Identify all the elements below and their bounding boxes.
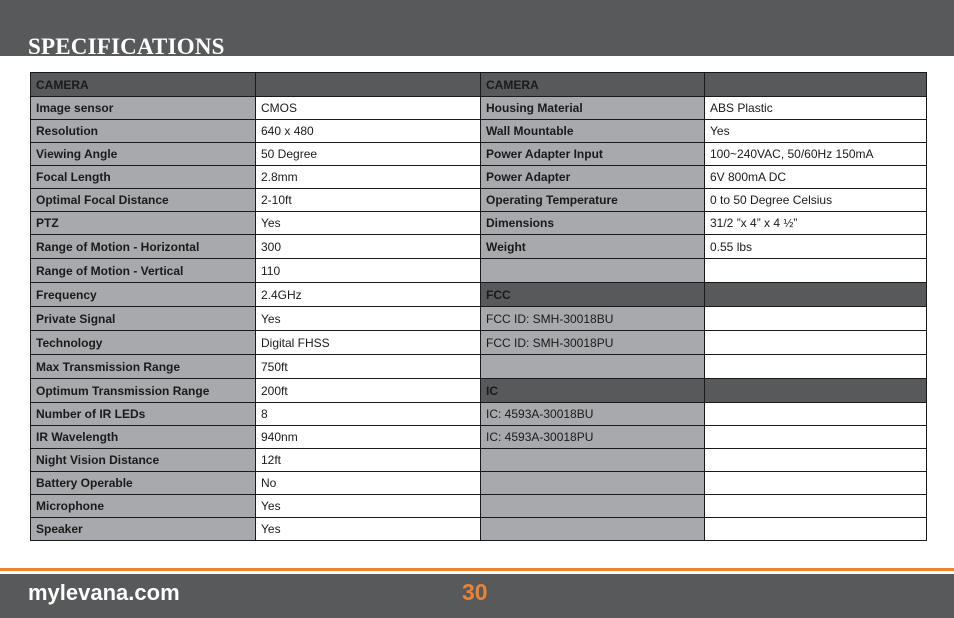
table-row xyxy=(31,355,927,379)
spec-label: Wall Mountable xyxy=(481,120,705,143)
spec-label: Power Adapter xyxy=(481,166,705,189)
table-row xyxy=(31,212,927,235)
spec-label: Technology xyxy=(31,331,256,355)
spec-value: 300 xyxy=(256,235,481,259)
spec-label: IC: 4593A-30018BU xyxy=(481,403,705,426)
spec-value: Yes xyxy=(705,120,927,143)
spec-value: CMOS xyxy=(256,97,481,120)
spec-label: PTZ xyxy=(31,212,256,235)
spec-value: 8 xyxy=(256,403,481,426)
spec-label xyxy=(481,518,705,541)
spec-label xyxy=(481,259,705,283)
spec-label: Power Adapter Input xyxy=(481,143,705,166)
table-row xyxy=(31,403,927,426)
spec-value: 750ft xyxy=(256,355,481,379)
spec-label: Dimensions xyxy=(481,212,705,235)
spec-value xyxy=(705,307,927,331)
spec-value: Yes xyxy=(256,307,481,331)
spec-label: IR Wavelength xyxy=(31,426,256,449)
spec-label: Night Vision Distance xyxy=(31,449,256,472)
spec-label: Resolution xyxy=(31,120,256,143)
website-url: mylevana.com xyxy=(28,580,180,605)
spec-value: 2.4GHz xyxy=(256,283,481,307)
spec-label: FCC ID: SMH-30018PU xyxy=(481,331,705,355)
table-row xyxy=(31,307,927,331)
spec-value xyxy=(705,449,927,472)
header-spacer xyxy=(705,73,927,97)
spec-label: Private Signal xyxy=(31,307,256,331)
spec-label: Microphone xyxy=(31,495,256,518)
section-spacer xyxy=(705,379,927,403)
spec-value: 0.55 lbs xyxy=(705,235,927,259)
spec-value: 640 x 480 xyxy=(256,120,481,143)
footer-divider xyxy=(0,568,954,571)
spec-value: Digital FHSS xyxy=(256,331,481,355)
table-row xyxy=(31,379,927,403)
table-row xyxy=(31,472,927,495)
section-spacer xyxy=(705,283,927,307)
spec-label: FCC ID: SMH-30018BU xyxy=(481,307,705,331)
spec-value: 200ft xyxy=(256,379,481,403)
spec-value: ABS Plastic xyxy=(705,97,927,120)
spec-value xyxy=(705,403,927,426)
table-row xyxy=(31,166,927,189)
spec-label xyxy=(481,449,705,472)
spec-label: Optimal Focal Distance xyxy=(31,189,256,212)
spec-value: 0 to 50 Degree Celsius xyxy=(705,189,927,212)
spec-label xyxy=(481,472,705,495)
table-row xyxy=(31,143,927,166)
table-row xyxy=(31,189,927,212)
spec-label: Frequency xyxy=(31,283,256,307)
page-header xyxy=(0,0,954,59)
spec-label: Weight xyxy=(481,235,705,259)
spec-value: 2.8mm xyxy=(256,166,481,189)
spec-value xyxy=(705,495,927,518)
spec-value: 6V 800mA DC xyxy=(705,166,927,189)
table-row xyxy=(31,331,927,355)
table-row xyxy=(31,120,927,143)
spec-value xyxy=(705,518,927,541)
table-row xyxy=(31,97,927,120)
spec-value: 2-10ft xyxy=(256,189,481,212)
fcc-section-header: FCC xyxy=(481,283,705,307)
spec-label: Operating Temperature xyxy=(481,189,705,212)
spec-label: Battery Operable xyxy=(31,472,256,495)
left-section-header: CAMERA xyxy=(31,73,256,97)
spec-value: 110 xyxy=(256,259,481,283)
table-row xyxy=(31,283,927,307)
spec-value: Yes xyxy=(256,495,481,518)
table-row xyxy=(31,426,927,449)
right-section-header: CAMERA xyxy=(481,73,705,97)
table-row xyxy=(31,518,927,541)
page-footer xyxy=(0,574,954,618)
spec-label: Range of Motion - Vertical xyxy=(31,259,256,283)
spec-label: Image sensor xyxy=(31,97,256,120)
spec-label: Housing Material xyxy=(481,97,705,120)
spec-value: 31/2 ”x 4” x 4 ½” xyxy=(705,212,927,235)
ic-section-header: IC xyxy=(481,379,705,403)
spec-value: 100~240VAC, 50/60Hz 150mA xyxy=(705,143,927,166)
table-row xyxy=(31,235,927,259)
spec-label: Max Transmission Range xyxy=(31,355,256,379)
spec-value xyxy=(705,259,927,283)
spec-label: Number of IR LEDs xyxy=(31,403,256,426)
spec-value xyxy=(705,331,927,355)
specifications-table xyxy=(30,72,927,541)
table-row xyxy=(31,495,927,518)
table-row xyxy=(31,449,927,472)
table-header-row xyxy=(31,73,927,97)
page-title: SPECIFICATIONS xyxy=(28,34,225,59)
spec-label: Optimum Transmission Range xyxy=(31,379,256,403)
spec-value: Yes xyxy=(256,518,481,541)
table-row xyxy=(31,259,927,283)
spec-label: Range of Motion - Horizontal xyxy=(31,235,256,259)
spec-label: IC: 4593A-30018PU xyxy=(481,426,705,449)
spec-value: Yes xyxy=(256,212,481,235)
spec-value xyxy=(705,472,927,495)
spec-value xyxy=(705,426,927,449)
spec-value: 12ft xyxy=(256,449,481,472)
spec-label: Viewing Angle xyxy=(31,143,256,166)
spec-label xyxy=(481,495,705,518)
spec-value xyxy=(705,355,927,379)
spec-value: 50 Degree xyxy=(256,143,481,166)
spec-label: Speaker xyxy=(31,518,256,541)
spec-label: Focal Length xyxy=(31,166,256,189)
spec-label xyxy=(481,355,705,379)
spec-value: No xyxy=(256,472,481,495)
page-number: 30 xyxy=(462,579,488,605)
header-spacer xyxy=(256,73,481,97)
spec-value: 940nm xyxy=(256,426,481,449)
